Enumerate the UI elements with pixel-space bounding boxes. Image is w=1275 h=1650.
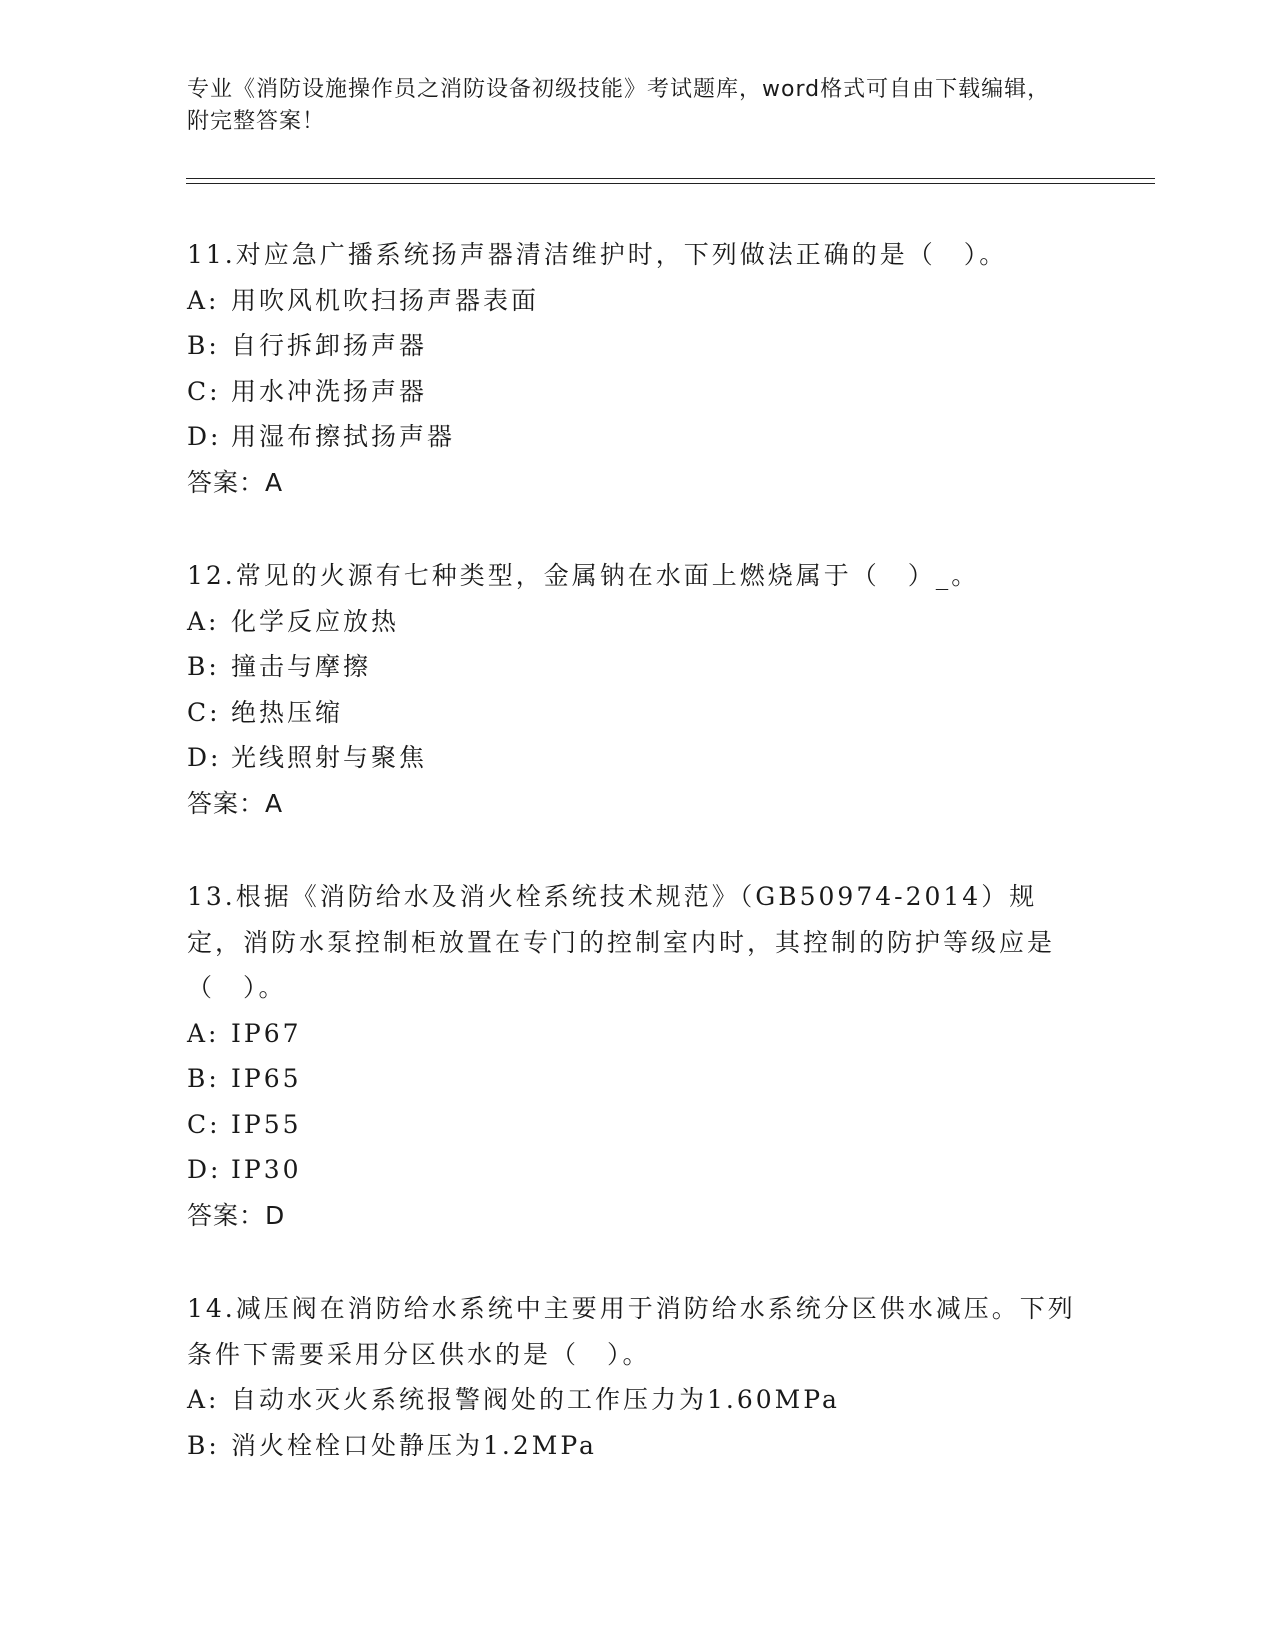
question-12 (187, 553, 1087, 826)
option-key: C: (187, 1109, 221, 1139)
option-key: B: (187, 331, 220, 360)
answer-line: 答案：D (187, 1200, 286, 1230)
option-b (187, 1056, 1087, 1102)
option-key: C: (187, 697, 221, 727)
question-list (187, 232, 1087, 1516)
question-stem: 11.对应急广播系统扬声器清洁维护时，下列做法正确的是（ ）。 (187, 240, 1008, 269)
option-text: 撞击与摩擦 (231, 652, 372, 681)
option-text: 用湿布擦拭扬声器 (231, 422, 456, 451)
option-text: 消火栓栓口处静压为1.2MPa (231, 1430, 597, 1460)
option-key: D: (187, 1155, 222, 1184)
option-b (187, 644, 1087, 690)
option-d (187, 735, 1087, 781)
option-a (187, 1011, 1087, 1057)
document-header (187, 74, 1067, 138)
option-key: D: (187, 743, 222, 772)
option-key: D: (187, 422, 222, 451)
answer-line: 答案：A (187, 467, 284, 497)
option-text: 自行拆卸扬声器 (231, 331, 428, 360)
question-stem: 13.根据《消防给水及消火栓系统技术规范》（GB50974-2014）规定，消防水泵控制柜放置在专门的控制室内时，其控制的防护等级应是（ ）。 (187, 882, 1056, 1002)
header-intro-text: 专业《消防设施操作员之消防设备初级技能》考试题库，word格式可自由下载编辑，附完整答案！ (187, 77, 1051, 134)
option-a (187, 1377, 1087, 1423)
option-key: C: (187, 376, 221, 406)
option-text: IP67 (231, 1018, 302, 1048)
question-stem: 14.减压阀在消防给水系统中主要用于消防给水系统分区供水减压。下列条件下需要采用分区供水的是（ ）。 (187, 1294, 1076, 1369)
option-a (187, 599, 1087, 645)
option-text: IP30 (231, 1155, 302, 1184)
option-text: 化学反应放热 (231, 606, 400, 636)
option-text: IP65 (231, 1064, 302, 1093)
option-text: 绝热压缩 (231, 697, 344, 727)
option-key: B: (187, 1064, 220, 1093)
option-d (187, 414, 1087, 460)
option-text: 自动水灭火系统报警阀处的工作压力为1.60MPa (231, 1385, 840, 1414)
option-c (187, 1102, 1087, 1148)
option-key: A: (187, 1385, 220, 1414)
question-14 (187, 1286, 1087, 1468)
option-key: A: (187, 606, 220, 636)
option-c (187, 369, 1087, 415)
option-text: 用吹风机吹扫扬声器表面 (231, 285, 540, 315)
header-divider-bottom (186, 183, 1155, 184)
question-11 (187, 232, 1087, 505)
option-b (187, 323, 1087, 369)
option-d (187, 1147, 1087, 1193)
question-stem: 12.常见的火源有七种类型，金属钠在水面上燃烧属于（ ）_。 (187, 561, 980, 590)
option-b (187, 1423, 1087, 1469)
header-divider-top (186, 178, 1155, 179)
option-text: 用水冲洗扬声器 (231, 376, 428, 406)
question-13 (187, 874, 1087, 1238)
option-text: IP55 (231, 1109, 302, 1139)
option-a (187, 278, 1087, 324)
option-key: A: (187, 1018, 220, 1048)
option-text: 光线照射与聚焦 (231, 743, 428, 772)
option-c (187, 690, 1087, 736)
option-key: B: (187, 652, 220, 681)
option-key: A: (187, 285, 220, 315)
option-key: B: (187, 1430, 220, 1460)
answer-line: 答案：A (187, 788, 284, 818)
